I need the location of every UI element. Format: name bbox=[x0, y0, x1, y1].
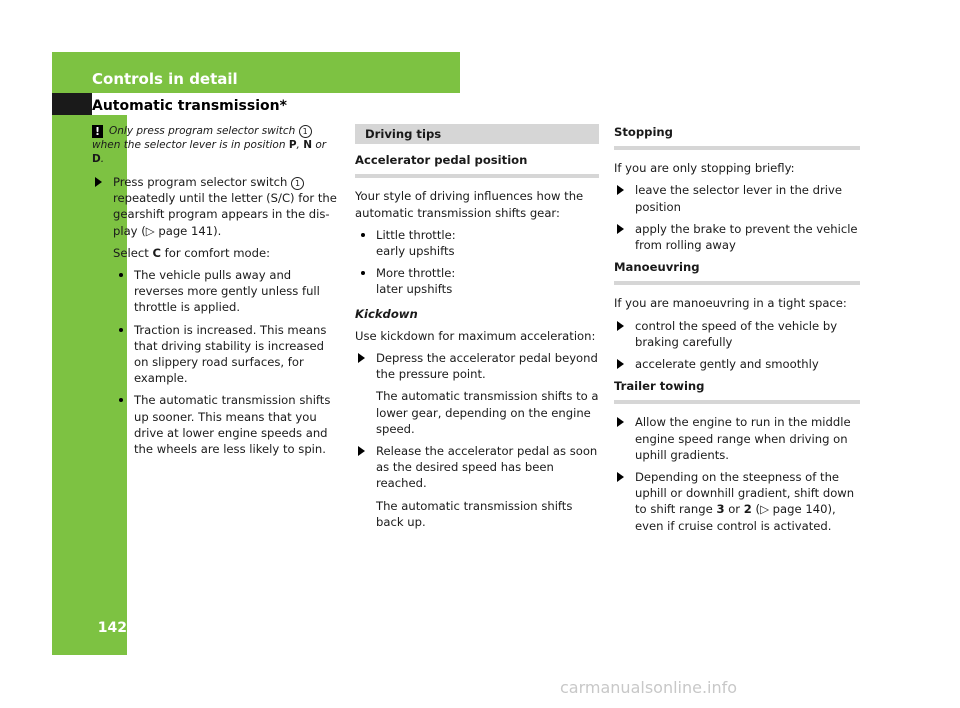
column-middle bbox=[355, 124, 599, 536]
chapter-title: Controls in detail bbox=[92, 70, 238, 88]
arrow-icon bbox=[358, 446, 365, 456]
arrow-icon bbox=[617, 359, 624, 369]
bullet-icon bbox=[361, 233, 365, 237]
warning-icon: ! bbox=[92, 125, 103, 138]
section-marker bbox=[52, 93, 92, 115]
arrow-icon bbox=[358, 353, 365, 363]
manoeuvring-text: If you are manoeuvring in a tight space: bbox=[614, 296, 847, 311]
instruction-step: apply the brake to prevent the vehicle from rolling away bbox=[614, 221, 860, 253]
instruction-step: Allow the engine to run in the middle engine speed range when driving on uphill gradients. bbox=[614, 414, 860, 463]
page-number: 142 bbox=[97, 620, 127, 636]
instruction-step: control the speed of the vehicle by braking carefully bbox=[614, 318, 860, 350]
arrow-icon bbox=[617, 321, 624, 331]
step-result: The automatic transmission shifts back up. bbox=[376, 498, 573, 529]
list-item: Little throttle: early upshifts bbox=[355, 227, 599, 259]
instruction-step: Press program selector switch 1 repeatedly until the letter (S/C) for the gearshift program appears in the dis-play (▷ page 141). bbox=[92, 174, 340, 239]
item-number-icon: 1 bbox=[291, 177, 304, 190]
accelerator-heading: Accelerator pedal position bbox=[355, 152, 599, 178]
manoeuvring-heading: Manoeuvring bbox=[614, 259, 860, 285]
warning-note: ! Only press program selector switch 1 when the selector lever is in position P, N or D. bbox=[92, 125, 327, 165]
instruction-step: leave the selector lever in the drive position bbox=[614, 182, 860, 214]
arrow-icon bbox=[617, 417, 624, 427]
bullet-icon bbox=[119, 328, 123, 332]
instruction-step: Depending on the steepness of the uphill or downhill gradient, shift down to shift range 3 or 2 (▷ page 140), even if cruise control is activated. bbox=[614, 469, 860, 534]
bullet-icon bbox=[119, 398, 123, 402]
bullet-icon bbox=[119, 273, 123, 277]
stopping-heading: Stopping bbox=[614, 124, 860, 150]
step-result: The automatic transmission shifts to a lower gear, depending on the engine speed. bbox=[376, 389, 599, 436]
section-title: Automatic transmission* bbox=[92, 98, 287, 114]
watermark: carmanualsonline.info bbox=[560, 678, 738, 697]
list-item: The automatic transmission shifts up sooner. This means that you drive at lower engine speeds and the wheels are less likely to spin. bbox=[113, 392, 340, 457]
accelerator-text: Your style of driving influences how the automatic transmission shifts gear: bbox=[355, 189, 584, 220]
kickdown-text: Use kickdown for maximum acceleration: bbox=[355, 328, 596, 343]
select-mode-text: Select C for comfort mode: bbox=[113, 245, 271, 260]
column-left bbox=[92, 124, 340, 463]
arrow-icon bbox=[95, 177, 102, 187]
driving-tips-title: Driving tips bbox=[355, 124, 599, 144]
kickdown-heading: Kickdown bbox=[355, 306, 418, 321]
stopping-text: If you are only stopping briefly: bbox=[614, 161, 795, 176]
list-item: Traction is increased. This means that driving stability is increased on slippery road surfaces, for example. bbox=[113, 322, 340, 387]
list-item: More throttle: later upshifts bbox=[355, 265, 599, 297]
list-item: The vehicle pulls away and reverses more gently unless full throttle is applied. bbox=[113, 267, 340, 316]
arrow-icon bbox=[617, 185, 624, 195]
item-number-icon: 1 bbox=[299, 125, 312, 138]
comfort-mode-list bbox=[92, 267, 340, 457]
arrow-icon bbox=[617, 224, 624, 234]
column-right bbox=[614, 124, 860, 540]
instruction-step: Release the accelerator pedal as soon as the desired speed has been reached. bbox=[355, 443, 599, 492]
bullet-icon bbox=[361, 271, 365, 275]
instruction-step: Depress the accelerator pedal beyond the pressure point. bbox=[355, 350, 599, 382]
arrow-icon bbox=[617, 472, 624, 482]
instruction-step: accelerate gently and smoothly bbox=[614, 356, 860, 372]
trailer-towing-heading: Trailer towing bbox=[614, 378, 860, 404]
